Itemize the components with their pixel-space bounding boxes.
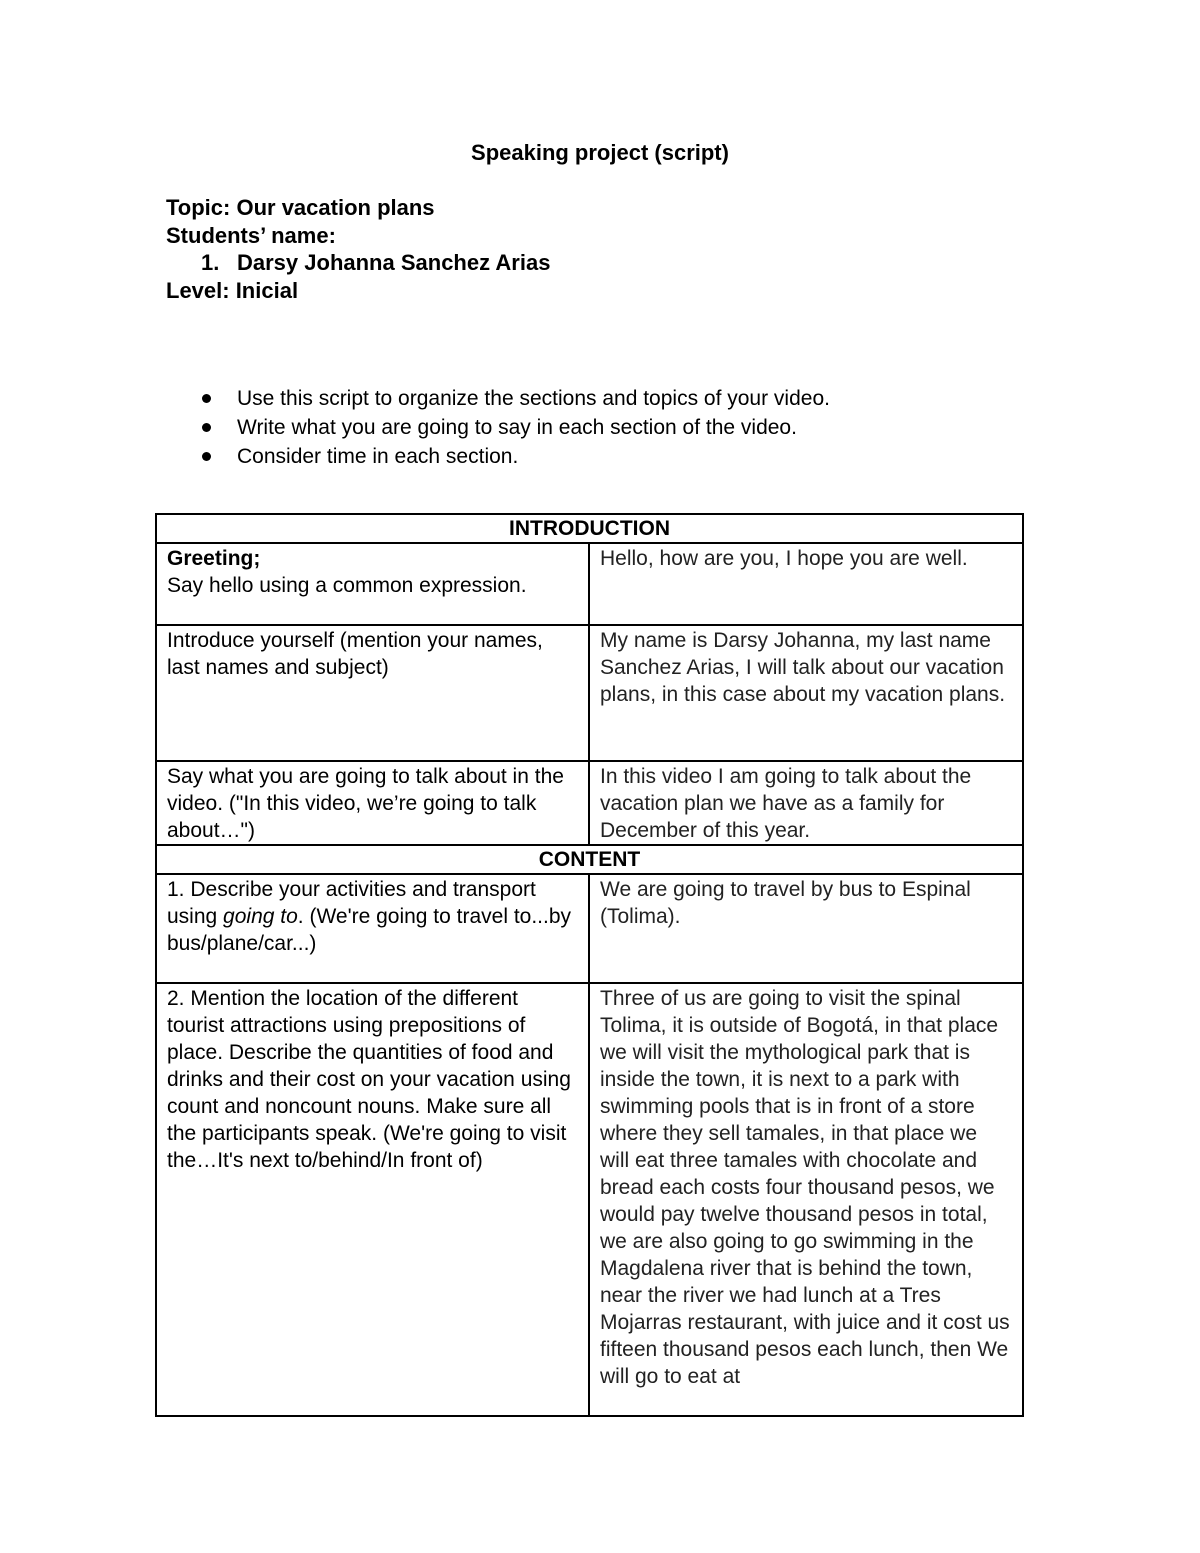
- student-number: 1.: [201, 250, 220, 275]
- table-row: [156, 845, 1023, 874]
- say-what-answer: In this video I am going to talk about the vacation plan we have as a family for December of this year.: [589, 761, 1023, 845]
- activities-answer: We are going to travel by bus to Espinal (Tolima).: [589, 874, 1023, 983]
- greeting-prompt-cell: [156, 543, 589, 625]
- greeting-prompt: Say hello using a common expression.: [167, 574, 527, 597]
- students-label: Students’ name:: [166, 222, 336, 248]
- student-name: Darsy Johanna Sanchez Arias: [237, 250, 551, 275]
- content-header: CONTENT: [156, 845, 1023, 874]
- table-row: [156, 983, 1023, 1416]
- bullet-icon: [202, 452, 211, 461]
- topic-line: Topic: Our vacation plans: [166, 195, 435, 220]
- greeting-answer: Hello, how are you, I hope you are well.: [589, 543, 1023, 625]
- table-row: [156, 874, 1023, 983]
- introduction-header: INTRODUCTION: [156, 514, 1023, 543]
- going-to-emphasis: going to: [223, 905, 298, 928]
- bullet-icon: [202, 423, 211, 432]
- table-row: [156, 761, 1023, 845]
- document-header-info: [166, 194, 550, 304]
- table-row: [156, 543, 1023, 625]
- instruction-item: Consider time in each section.: [200, 442, 830, 471]
- instructions-list: [200, 384, 830, 471]
- location-answer: Three of us are going to visit the spinal Tolima, it is outside of Bogotá, in that place we will visit the mythological park that is inside the town, it is next to a park with swimming pools that is in front of a store where they sell tamales, in that place we will eat three tamales with chocolate and bread each costs four thousand pesos, we would pay twelve thousand pesos in total, we are also going to go swimming in the Magdalena river that is behind the town, near the river we had lunch at a Tres Mojarras restaurant, with juice and it cost us fifteen thousand pesos each lunch, then We will go to eat at: [589, 983, 1023, 1416]
- table-row: [156, 514, 1023, 543]
- introduce-prompt: Introduce yourself (mention your names, last names and subject): [156, 625, 589, 761]
- table-row: [156, 625, 1023, 761]
- level-line: Level: Inicial: [166, 277, 299, 303]
- introduce-answer: My name is Darsy Johanna, my last name Sanchez Arias, I will talk about our vacation plans, in this case about my vacation plans.: [589, 625, 1023, 761]
- activities-prompt-cell: 1. Describe your activities and transport using going to. (We're going to travel to...by bus/plane/car...): [156, 874, 589, 983]
- greeting-label: Greeting;: [167, 547, 261, 570]
- bullet-icon: [202, 394, 211, 403]
- instruction-item: Use this script to organize the sections and topics of your video.: [200, 384, 830, 413]
- document-title: Speaking project (script): [471, 140, 729, 165]
- location-prompt: 2. Mention the location of the different tourist attractions using prepositions of place. Describe the quantities of food and drinks and their cost on your vacation using count and noncount nouns. Make sure all the participants speak. (We're going to visit the…It's next to/behind/In front of): [156, 983, 589, 1416]
- say-what-prompt: Say what you are going to talk about in the video. ("In this video, we’re going to talk about…"): [156, 761, 589, 845]
- student-entry: [166, 249, 550, 277]
- instruction-item: Write what you are going to say in each section of the video.: [200, 413, 830, 442]
- script-table: [155, 513, 1024, 1417]
